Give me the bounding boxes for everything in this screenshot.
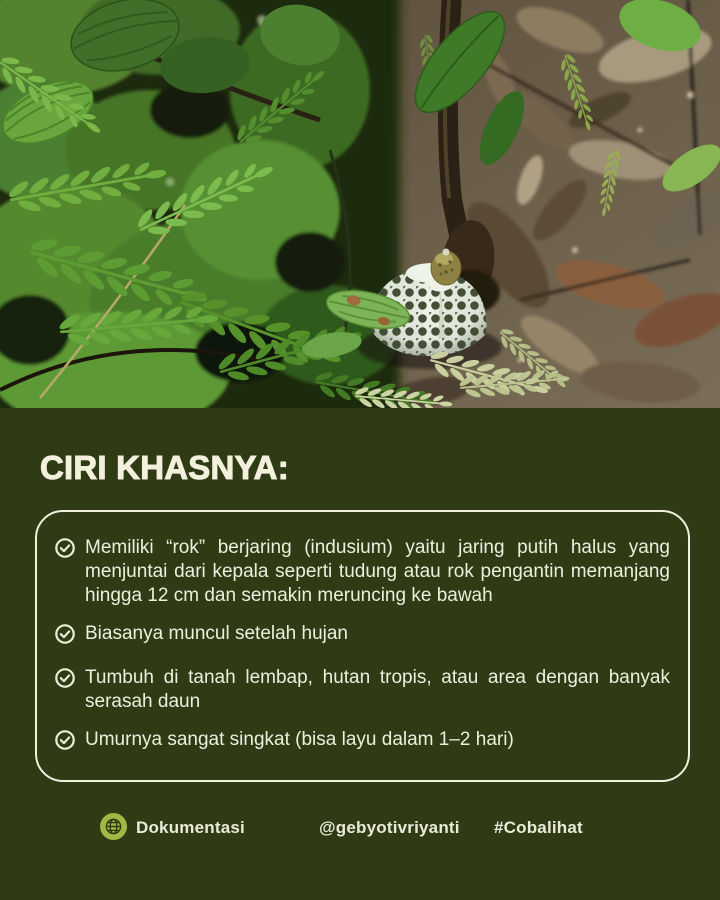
check-circle-icon [54, 728, 76, 758]
documentation-label: Dokumentasi [136, 818, 245, 837]
forest-photo-illustration [0, 0, 720, 408]
author-handle: @gebyotivriyanti [319, 818, 460, 837]
characteristics-card [35, 510, 690, 782]
bullet-text: Biasanya muncul setelah hujan [85, 623, 349, 644]
check-circle-icon [54, 536, 76, 608]
bullet-item [54, 622, 670, 652]
check-circle-icon [54, 666, 76, 714]
globe-icon [100, 813, 127, 840]
page-title: CIRI KHASNYA: [40, 449, 289, 486]
bullet-item [54, 536, 670, 608]
hashtag: #Cobalihat [494, 818, 583, 837]
bullet-item [54, 666, 670, 714]
bullet-text: Memiliki “rok” berjaring (indusium) yaitu jaring putih halus yang menjuntai dari kepala seperti tudung atau rok pengantin memanjang hingga 12 cm dan semakin meruncing ke bawah [85, 537, 670, 606]
bullet-text: Umurnya sangat singkat (bisa layu dalam 1–2 hari) [85, 729, 514, 750]
forest-photo [0, 0, 720, 408]
check-circle-icon [54, 622, 76, 652]
bullet-text: Tumbuh di tanah lembap, hutan tropis, atau area dengan banyak serasah daun [85, 667, 670, 712]
bullet-item [54, 728, 670, 758]
